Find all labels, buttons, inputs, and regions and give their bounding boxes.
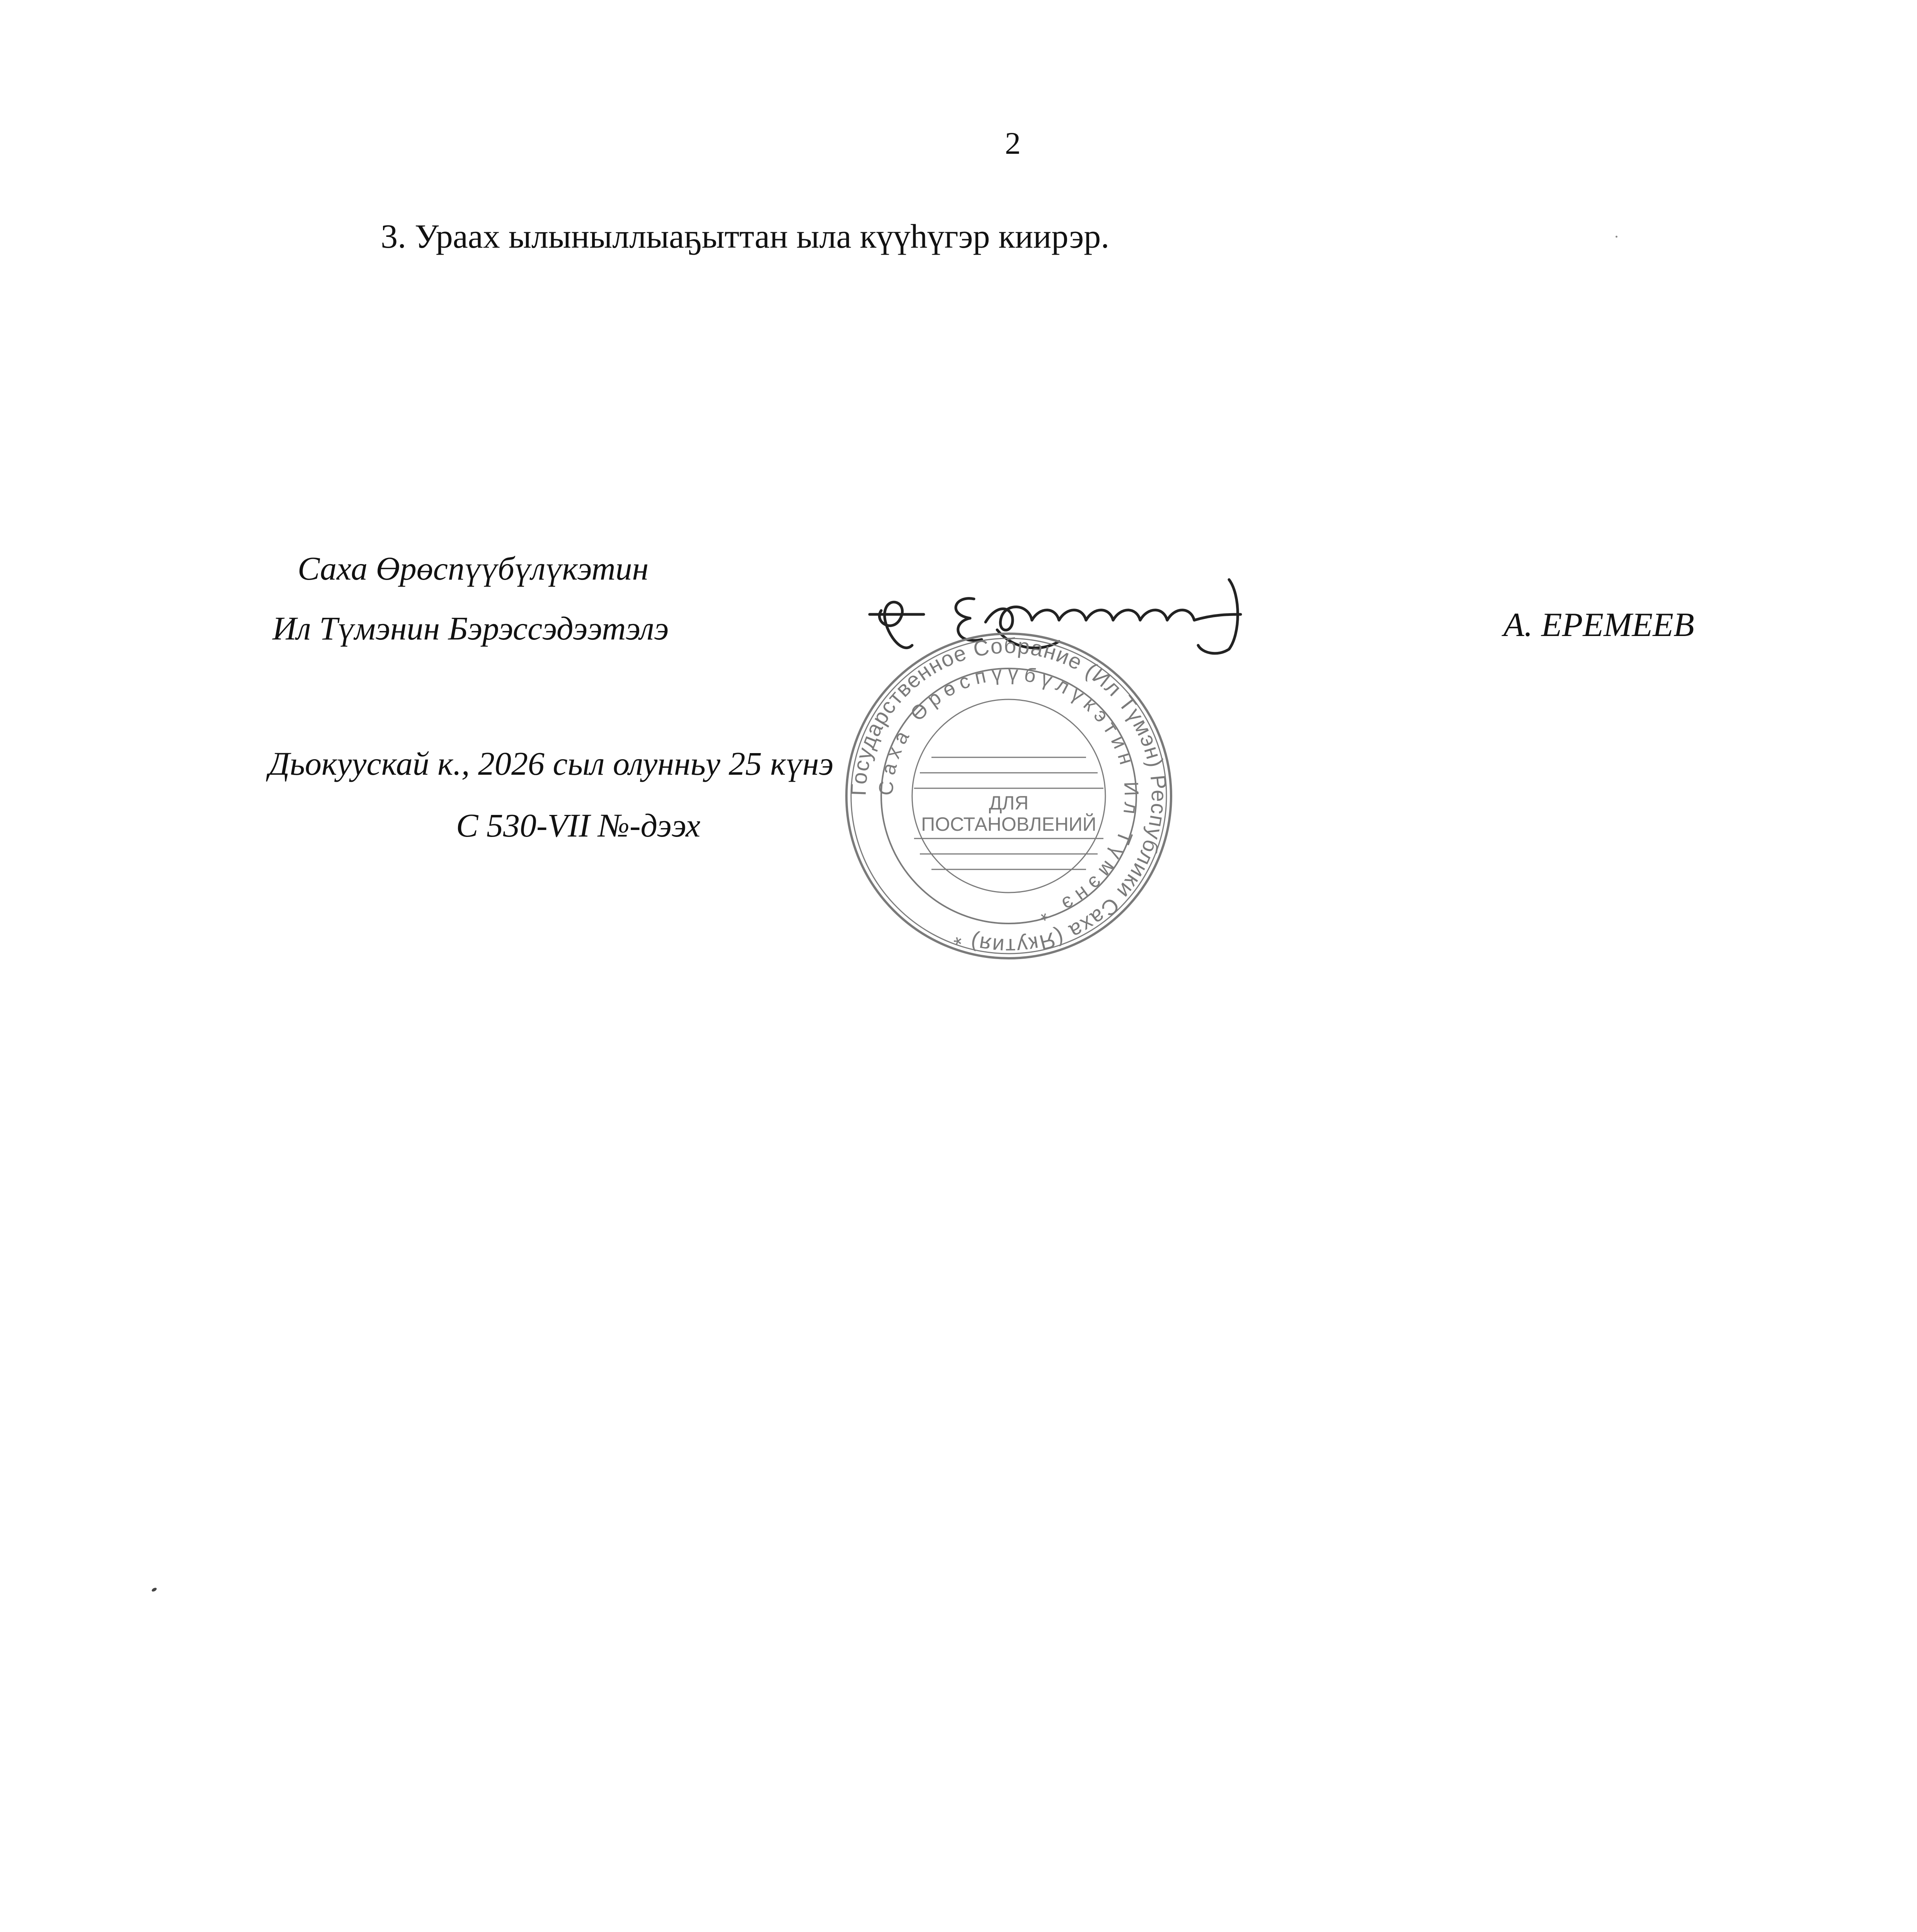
- stamp-outer-text: Государственное Собрание (Ил Түмэн) Республики Саха (Якутия) *: [846, 633, 1172, 959]
- scan-speck: [151, 1587, 157, 1592]
- signer-position-line2: Ил Түмэнин Бэрэссэдээтэлэ: [272, 610, 669, 647]
- paragraph-3: 3. Ураах ылыныллыаҕыттан ыла күүһүгэр киирэр.: [381, 218, 1110, 255]
- signer-position-line1: Саха Өрөспүүбүлүкэтин: [298, 550, 649, 587]
- signer-name: А. ЕРЕМЕЕВ: [1503, 606, 1694, 644]
- document-number: С 530-VII №-дээх: [456, 807, 701, 844]
- scan-dot: [1616, 236, 1617, 238]
- stamp-inner-text: Саха Өрөспүүбүлүкэтин Ил Түмэнэ *: [875, 662, 1143, 927]
- page-number: 2: [1005, 126, 1021, 161]
- official-seal: [843, 630, 1175, 962]
- stamp-center-line2: ПОСТАНОВЛЕНИЙ: [921, 813, 1096, 835]
- place-date: Дьокуускай к., 2026 сыл олунньу 25 күнэ: [269, 745, 834, 782]
- stamp-center-line1: ДЛЯ: [989, 792, 1029, 814]
